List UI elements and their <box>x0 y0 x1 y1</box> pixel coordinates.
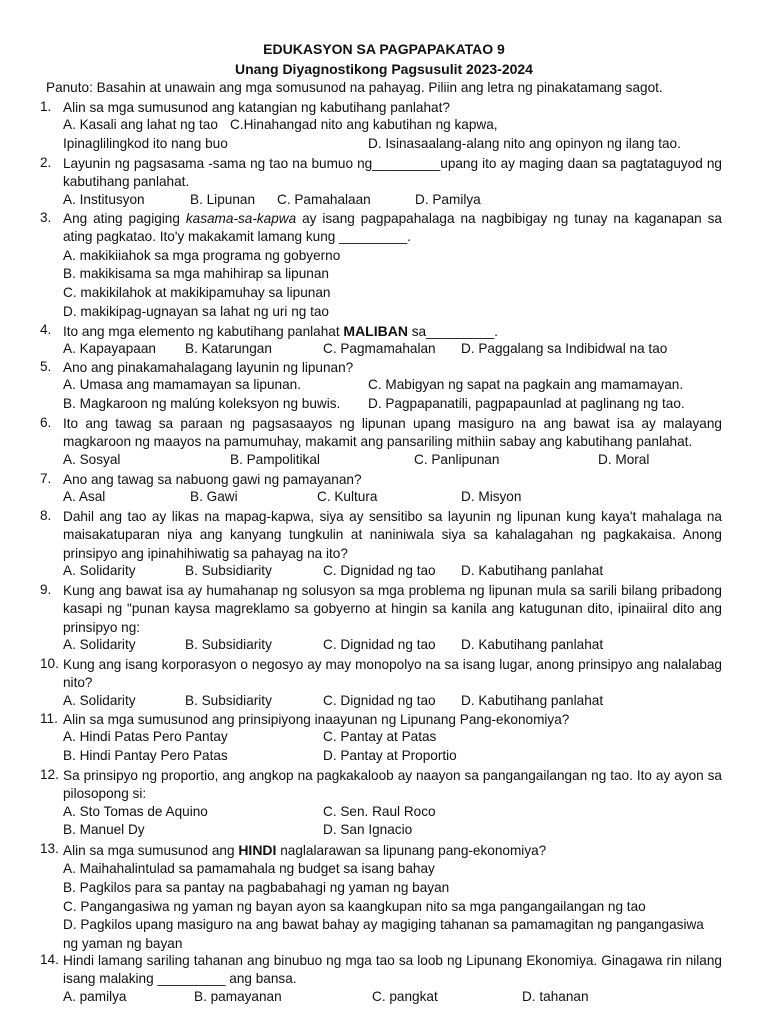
question-number: 11. <box>40 711 58 726</box>
option-c: C. Pagmamahalan <box>323 341 436 357</box>
option-a: A. Maihahalintulad sa pamamahala ng budget sa isang bahay <box>63 861 435 877</box>
option-a: A. Umasa ang mamamayan sa lipunan. <box>63 377 302 393</box>
option-d: D. Kabutihang panlahat <box>461 692 604 708</box>
question-4 <box>40 322 722 360</box>
question-6 <box>40 415 722 470</box>
option-d: D. Isinasaalang-alang nito ang opinyon ng ilang tao. <box>368 136 681 151</box>
option-c: C. Panlipunan <box>414 451 500 467</box>
question-text: Sa prinsipyo ng proportio, ang angkop na pagkakaloob ay naayon sa pangangailangan ng tao. Ito ay ayon sa pilosopong si: <box>63 768 722 802</box>
option-d: D. Pantay at Proportio <box>323 748 457 763</box>
option-c: C. Dignidad ng tao <box>323 637 436 653</box>
option-b: B. Hindi Pantay Pero Patas <box>63 748 228 763</box>
question-8 <box>40 508 722 582</box>
option-a: A. makikiiahok sa mga programa ng gobyerno <box>63 247 341 263</box>
option-a: A. Kapayapaan <box>63 341 156 357</box>
option-a: A. Sosyal <box>63 451 121 467</box>
question-text: Hindi lamang sariling tahanan ang binubuo ng mga tao sa loob ng Lipunang Ekonomiya. Ginagawa rin nilang isang malaking _________ ang bansa. <box>63 953 722 987</box>
option-a: A. Solidarity <box>63 637 136 653</box>
option-d: D. Pagpapanatili, pagpapaunlad at paglinang ng tao. <box>368 396 685 411</box>
option-b: B. Pampolitikal <box>230 451 320 467</box>
option-c: C. pangkat <box>372 988 438 1004</box>
option-b: B. Subsidiarity <box>185 692 272 708</box>
option-c: C. Pantay at Patas <box>323 729 437 745</box>
question-number: 14. <box>40 952 59 967</box>
option-d: D. Misyon <box>461 489 522 505</box>
option-a: A. Hindi Patas Pero Pantay <box>63 729 228 745</box>
option-c: C. Pangangasiwa ng yaman ng bayan ayon sa kaangkupan nito sa mga pangangailangan ng tao <box>63 898 646 914</box>
question-text: Alin sa mga sumusunod ang prinsipiyong inaayunan ng Lipunang Pang-ekonomiya? <box>63 712 570 727</box>
question-number: 10. <box>40 656 59 671</box>
document-subtitle: Unang Diyagnostikong Pagsusulit 2023-2024 <box>235 61 533 77</box>
option-d: D. Pagkilos upang masiguro na ang bawat bahay ay magiging tahanan sa pamamagitan ng pangangasiwa ng yaman ng bayan <box>63 917 704 951</box>
question-number: 12. <box>40 767 59 782</box>
question-text: Ito ang mga elemento ng kabutihang panlahat MALIBAN sa_________. <box>63 323 498 339</box>
option-c: C. makikilahok at makikipamuhay sa lipunan <box>63 285 331 300</box>
question-text: Ano ang pinakamahalagang layunin ng lipunan? <box>63 360 354 375</box>
question-text: Ano ang tawag sa nabuong gawi ng pamayanan? <box>63 472 362 487</box>
option-b: B. Lipunan <box>190 191 256 207</box>
question-number: 5. <box>40 359 52 374</box>
option-b: B. Subsidiarity <box>185 563 272 579</box>
option-a: A. Sto Tomas de Aquino <box>63 803 208 819</box>
question-12 <box>40 767 722 841</box>
question-2 <box>40 155 722 210</box>
option-d: D. Moral <box>598 451 650 467</box>
option-a: A. Institusyon <box>63 191 145 207</box>
question-13 <box>40 841 722 953</box>
option-a: A. Solidarity <box>63 563 136 579</box>
option-b: B. Pagkilos para sa pantay na pagbabahagi ng yaman ng bayan <box>63 880 450 895</box>
question-text: Kung ang isang korporasyon o negosyo ay may monopolyo na sa isang lugar, anong prinsipyo ang nalalabag nito? <box>63 657 722 691</box>
option-d: D. tahanan <box>522 988 589 1004</box>
question-text: Kung ang bawat isa ay humahanap ng solusyon sa mga problema ng lipunan mula sa sarili bilang pribadong kasapi ng "punan kaysa magreklamo sa gobyerno at hingin sa kanila ang katugunan dito, ipinaiiral dito ang prinsipyo ng: <box>63 583 722 635</box>
option-b: B. pamayanan <box>194 988 282 1004</box>
option-c: C. Dignidad ng tao <box>323 692 436 708</box>
option-c: C. Dignidad ng tao <box>323 563 436 579</box>
option-c: C. Pamahalaan <box>277 191 371 207</box>
option-c: C.Hinahangad nito ang kabutihan ng kapwa, <box>230 117 498 133</box>
question-number: 9. <box>40 582 52 597</box>
question-number: 13. <box>40 841 59 856</box>
option-a: A. Solidarity <box>63 692 136 708</box>
option-a: A. pamilya <box>63 988 127 1004</box>
question-10 <box>40 656 722 711</box>
question-text: Ito ang tawag sa paraan ng pagsasaayos ng lipunan upang masiguro na ang bawat isa ay malayang magkaroon ng maayos na pamumuhay, makamit ang pansariling mithiin sabay ang kabutihang panlahat. <box>63 416 722 450</box>
option-c: C. Kultura <box>317 489 378 505</box>
question-text: Alin sa mga sumusunod ang HINDI naglalarawan sa lipunang pang-ekonomiya? <box>63 842 547 858</box>
question-9 <box>40 582 722 656</box>
option-a: A. Asal <box>63 489 106 505</box>
instructions: Panuto: Basahin at unawain ang mga somusunod na pahayag. Piliin ang letra ng pinakatamang sagot. <box>46 80 663 95</box>
option-b: B. Gawi <box>190 489 238 505</box>
question-14 <box>40 952 722 1007</box>
option-c-continued: Ipinaglilingkod ito nang buo <box>63 136 228 151</box>
document-title: EDUKASYON SA PAGPAPAKATAO 9 <box>263 41 505 57</box>
option-d: D. Paggalang sa Indibidwal na tao <box>461 341 668 357</box>
question-text: Dahil ang tao ay likas na mapag-kapwa, siya ay sensitibo sa layunin ng lipunan kung kaya't mahalaga na maisakatuparan niya ang kanyang tungkulin at naniniwala siya sa kahalagahan ng pagkakaisa. Anong prinsipyo ang ipinahihiwatig sa pahayag na ito? <box>63 509 722 561</box>
option-a: A. Kasali ang lahat ng tao <box>63 117 218 133</box>
question-11 <box>40 711 722 767</box>
question-text: Alin sa mga sumusunod ang katangian ng kabutihang panlahat? <box>63 100 450 115</box>
option-c: C. Sen. Raul Roco <box>323 803 436 819</box>
option-d: D. makikipag-ugnayan sa lahat ng uri ng tao <box>63 303 329 319</box>
question-text: Layunin ng pagsasama -sama ng tao na bumuo ng_________upang ito ay maging daan sa pagtataguyod ng kabutihang panlahat. <box>63 156 722 190</box>
question-text: Ang ating pagiging kasama-sa-kapwa ay isang pagpapahalaga na nagbibigay ng tunay na kaganapan sa ating pagkatao. Ito'y makakamit lamang kung _________. <box>63 211 722 245</box>
question-number: 2. <box>40 155 52 170</box>
option-c: C. Mabigyan ng sapat na pagkain ang mamamayan. <box>368 377 684 393</box>
question-number: 3. <box>40 210 52 225</box>
question-number: 7. <box>40 471 52 486</box>
option-b: B. makikisama sa mga mahihirap sa lipunan <box>63 266 329 282</box>
option-d: D. Pamilya <box>415 191 481 207</box>
option-d: D. San Ignacio <box>323 822 413 838</box>
option-b: B. Magkaroon ng malúng koleksyon ng buwis. <box>63 396 341 411</box>
question-7 <box>40 471 722 508</box>
question-number: 6. <box>40 415 52 430</box>
question-number: 4. <box>40 322 52 337</box>
option-b: B. Subsidiarity <box>185 637 272 653</box>
question-3 <box>40 210 722 321</box>
option-b: B. Manuel Dy <box>63 822 145 838</box>
option-d: D. Kabutihang panlahat <box>461 637 604 653</box>
question-1 <box>40 99 722 155</box>
option-b: B. Katarungan <box>185 341 272 357</box>
question-5 <box>40 359 722 415</box>
question-number: 8. <box>40 508 52 523</box>
question-number: 1. <box>40 99 52 114</box>
option-d: D. Kabutihang panlahat <box>461 563 604 579</box>
